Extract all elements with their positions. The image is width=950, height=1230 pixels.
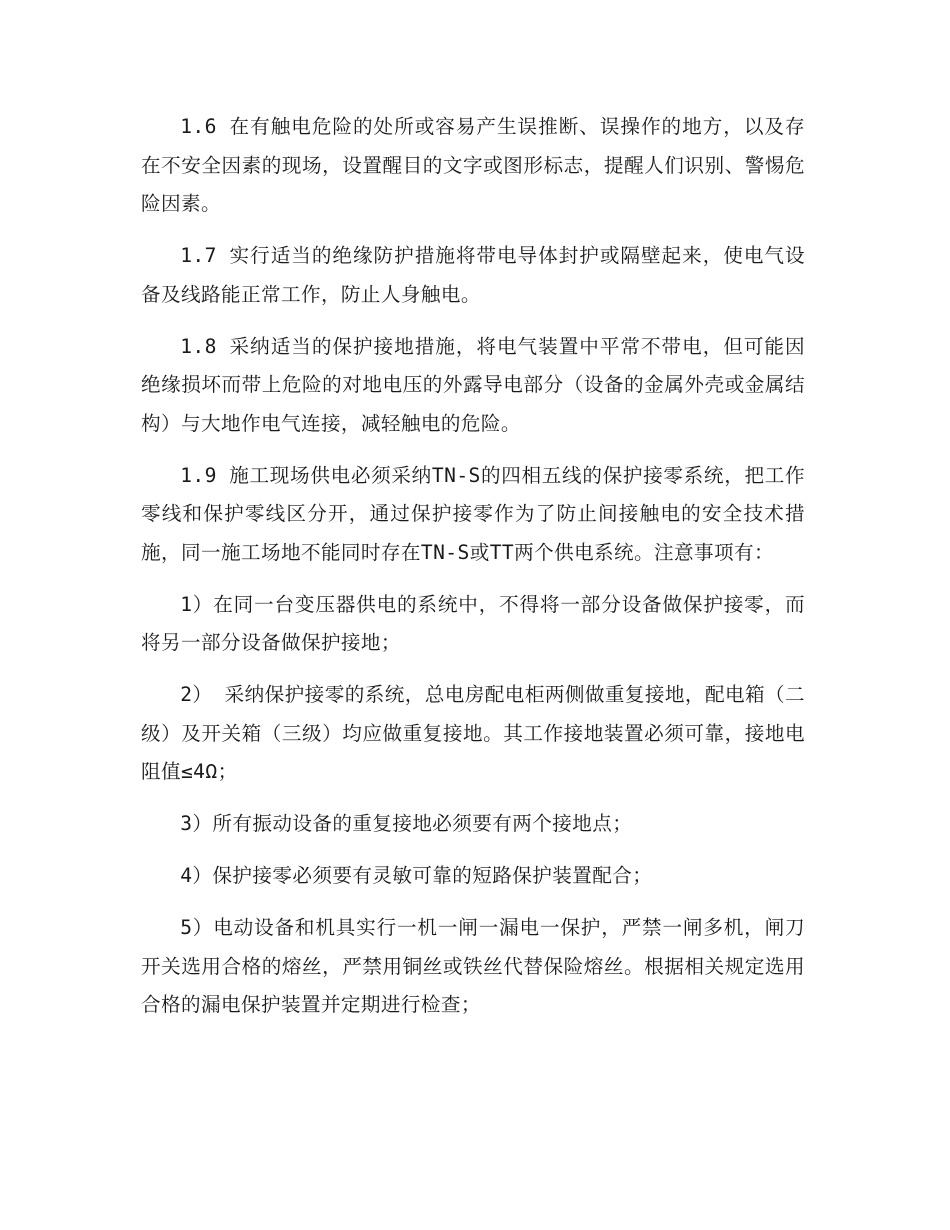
list-item-5: 5）电动设备和机具实行一机一闸一漏电一保护，严禁一闸多机，闸刀开关选用合格的熔丝，严禁用铜丝或铁丝代替保险熔丝。根据相关规定选用合格的漏电保护装置并定期进行检查；	[141, 916, 805, 1016]
paragraph-1-6: 1.6 在有触电危险的处所或容易产生误推断、误操作的地方，以及存在不安全因素的现场，设置醒目的文字或图形标志，提醒人们识别、警惕危险因素。	[141, 115, 805, 215]
paragraph-1-8: 1.8 采纳适当的保护接地措施，将电气装置中平常不带电，但可能因绝缘损坏而带上危险的对地电压的外露导电部分（设备的金属外壳或金属结构）与大地作电气连接，减轻触电的危险。	[141, 334, 805, 435]
document-body	[141, 108, 805, 1038]
list-item-4: 4）保护接零必须要有灵敏可靠的短路保护装置配合；	[180, 864, 653, 887]
paragraph-1-9: 1.9 施工现场供电必须采纳TN-S的四相五线的保护接零系统，把工作零线和保护零线区分开，通过保护接零作为了防止间接触电的安全技术措施，同一施工场地不能同时存在TN-S或TT两个供电系统。注意事项有：	[141, 463, 805, 564]
list-item-1: 1）在同一台变压器供电的系统中，不得将一部分设备做保护接零，而将另一部分设备做保护接地；	[141, 592, 805, 654]
list-item-3: 3）所有振动设备的重复接地必须要有两个接地点；	[180, 812, 633, 835]
paragraph-1-7: 1.7 实行适当的绝缘防护措施将带电导体封护或隔壁起来，使电气设备及线路能正常工作，防止人身触电。	[141, 244, 805, 306]
list-item-2: 2） 采纳保护接零的系统，总电房配电柜两侧做重复接地，配电箱（二级）及开关箱（三级）均应做重复接地。其工作接地装置必须可靠，接地电阻值≤4Ω；	[141, 683, 805, 783]
